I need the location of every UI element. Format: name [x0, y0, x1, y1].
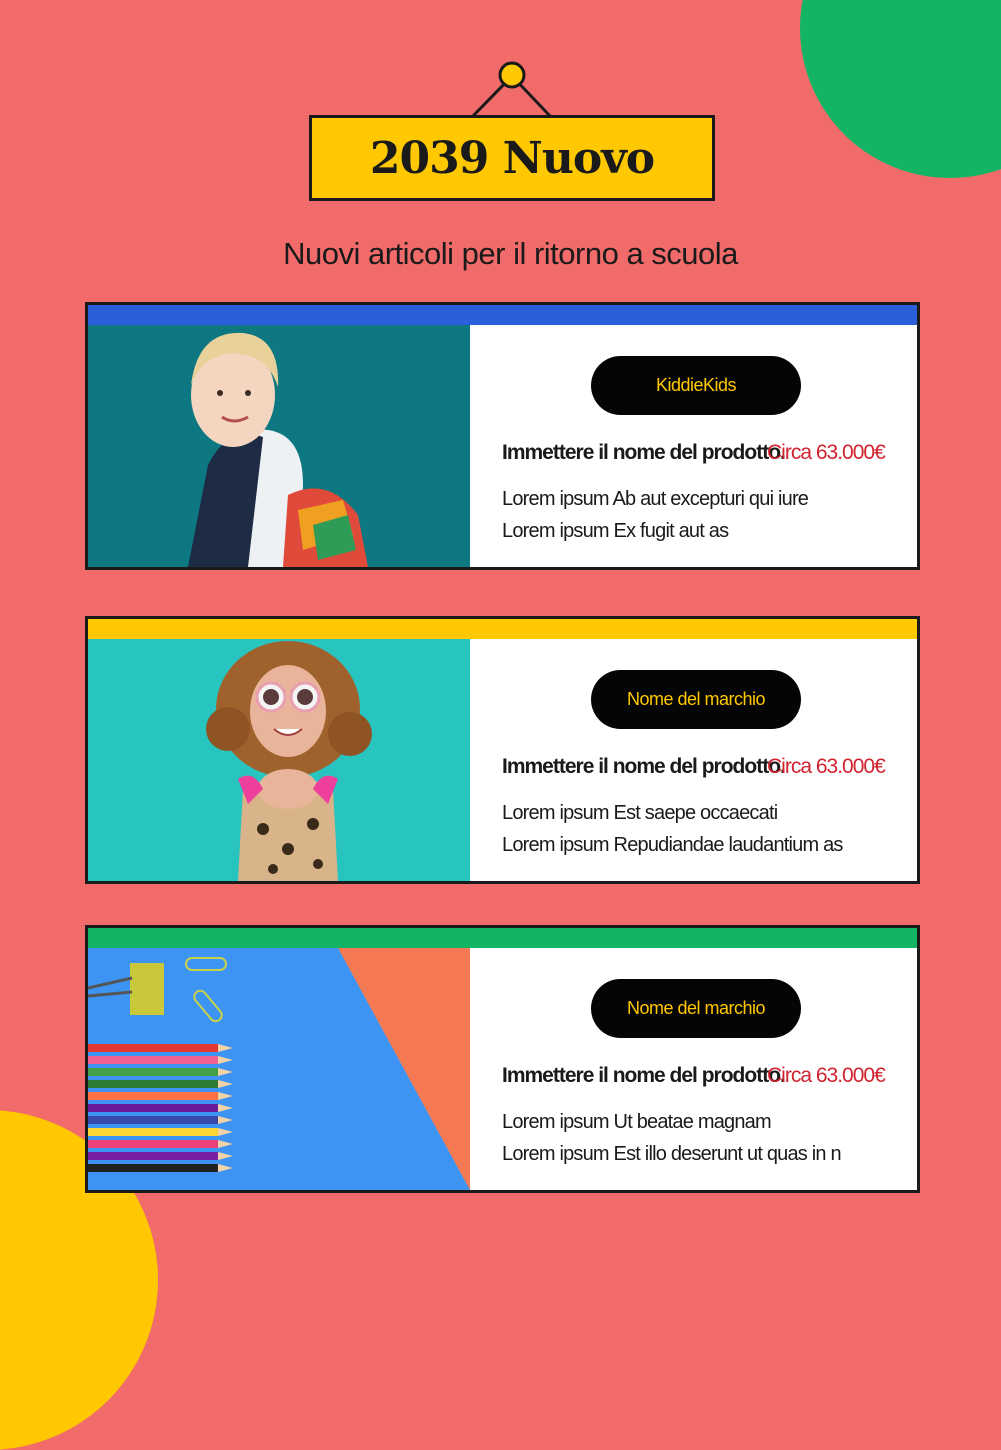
- product-description: [502, 1106, 912, 1170]
- product-photo-girl-backpack: [88, 325, 470, 567]
- product-line: [502, 755, 920, 785]
- product-name: Immettere il nome del prodotto.: [502, 441, 785, 464]
- description-line: Lorem ipsum Ex fugit aut as: [502, 520, 729, 542]
- description-line: Lorem ipsum Ut beatae magnam: [502, 1111, 771, 1133]
- page-title: 2039 Nuovo: [369, 132, 655, 184]
- brand-badge[interactable]: Nome del marchio: [591, 670, 801, 729]
- product-line: [502, 441, 920, 471]
- product-photo-girl-sunglasses: [88, 639, 470, 881]
- product-info: [470, 325, 917, 567]
- description-line: Lorem ipsum Ab aut excepturi qui iure: [502, 488, 809, 510]
- product-photo-school-supplies: [88, 948, 470, 1190]
- product-card-3: [85, 925, 920, 1193]
- product-price: Circa 63.000€: [767, 1064, 885, 1087]
- product-line: [502, 1064, 920, 1094]
- card-color-bar: [88, 305, 917, 325]
- description-line: Lorem ipsum Est saepe occaecati: [502, 802, 778, 824]
- product-name: Immettere il nome del prodotto.: [502, 1064, 785, 1087]
- page-subtitle: Nuovi articoli per il ritorno a scuola: [283, 236, 738, 271]
- product-description: [502, 797, 912, 861]
- card-color-bar: [88, 928, 917, 948]
- sign-hanger-icon: [0, 0, 1001, 120]
- title-sign: [309, 115, 715, 201]
- product-card-2: [85, 616, 920, 884]
- card-color-bar: [88, 619, 917, 639]
- brand-badge[interactable]: KiddieKids: [591, 356, 801, 415]
- product-description: [502, 483, 912, 547]
- product-info: [470, 948, 917, 1190]
- description-line: Lorem ipsum Est illo deserunt ut quas in n: [502, 1143, 841, 1165]
- description-line: Lorem ipsum Repudiandae laudantium as: [502, 834, 843, 856]
- product-card-1: [85, 302, 920, 570]
- product-name: Immettere il nome del prodotto.: [502, 755, 785, 778]
- product-info: [470, 639, 917, 881]
- product-price: Circa 63.000€: [767, 441, 885, 464]
- product-price: Circa 63.000€: [767, 755, 885, 778]
- brand-badge[interactable]: Nome del marchio: [591, 979, 801, 1038]
